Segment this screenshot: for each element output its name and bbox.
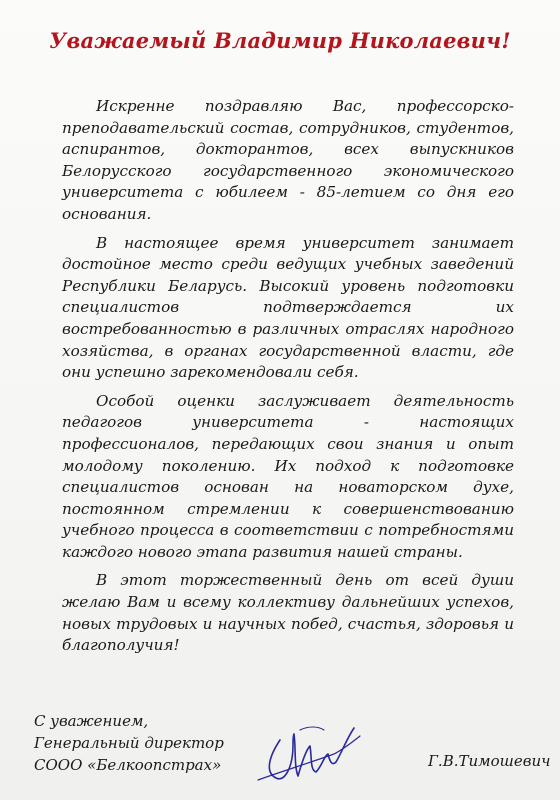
letter-paragraph: В этот торжественный день от всей души желаю Вам и всему коллективу дальнейших успехов, новых трудовых и научных побед, счастья, здоровья и благополучия!	[62, 571, 514, 655]
signer-name: Г.В.Тимошевич	[428, 752, 551, 770]
letter-salutation: Уважаемый Владимир Николаевич!	[49, 28, 511, 53]
handwritten-signature	[250, 700, 370, 790]
letter-paragraph: Искренне поздравляю Вас, профессорско-преподавательский состав, сотрудников, студентов, аспирантов, докторантов, всех выпускников Белорусского государственного экономического университета с юбилеем - 85-летием со дня его основания.	[62, 97, 514, 223]
letter-body	[62, 96, 514, 664]
letter-closing	[34, 710, 224, 776]
closing-company: СООО «Белкоопстрах»	[34, 756, 222, 774]
letter-paragraph: Особой оценки заслуживает деятельность педагогов университета - настоящих профессионалов, передающих свои знания и опыт молодому поколению. Их подход к подготовке специалистов основан на новаторском духе, постоянном стремлении к совершенствованию учебного процесса в соответствии с потребностями каждого нового этапа развития нашей страны.	[62, 391, 514, 561]
closing-position: Генеральный директор	[34, 734, 224, 752]
closing-regards: С уважением,	[34, 712, 149, 730]
letter-paragraph: В настоящее время университет занимает достойное место среди ведущих учебных заведений Республики Беларусь. Высокий уровень подготовки специалистов подтверждается их востребованностью в различных отраслях народного хозяйства, в органах государственной власти, где они успешно зарекомендовали себя.	[62, 233, 514, 382]
